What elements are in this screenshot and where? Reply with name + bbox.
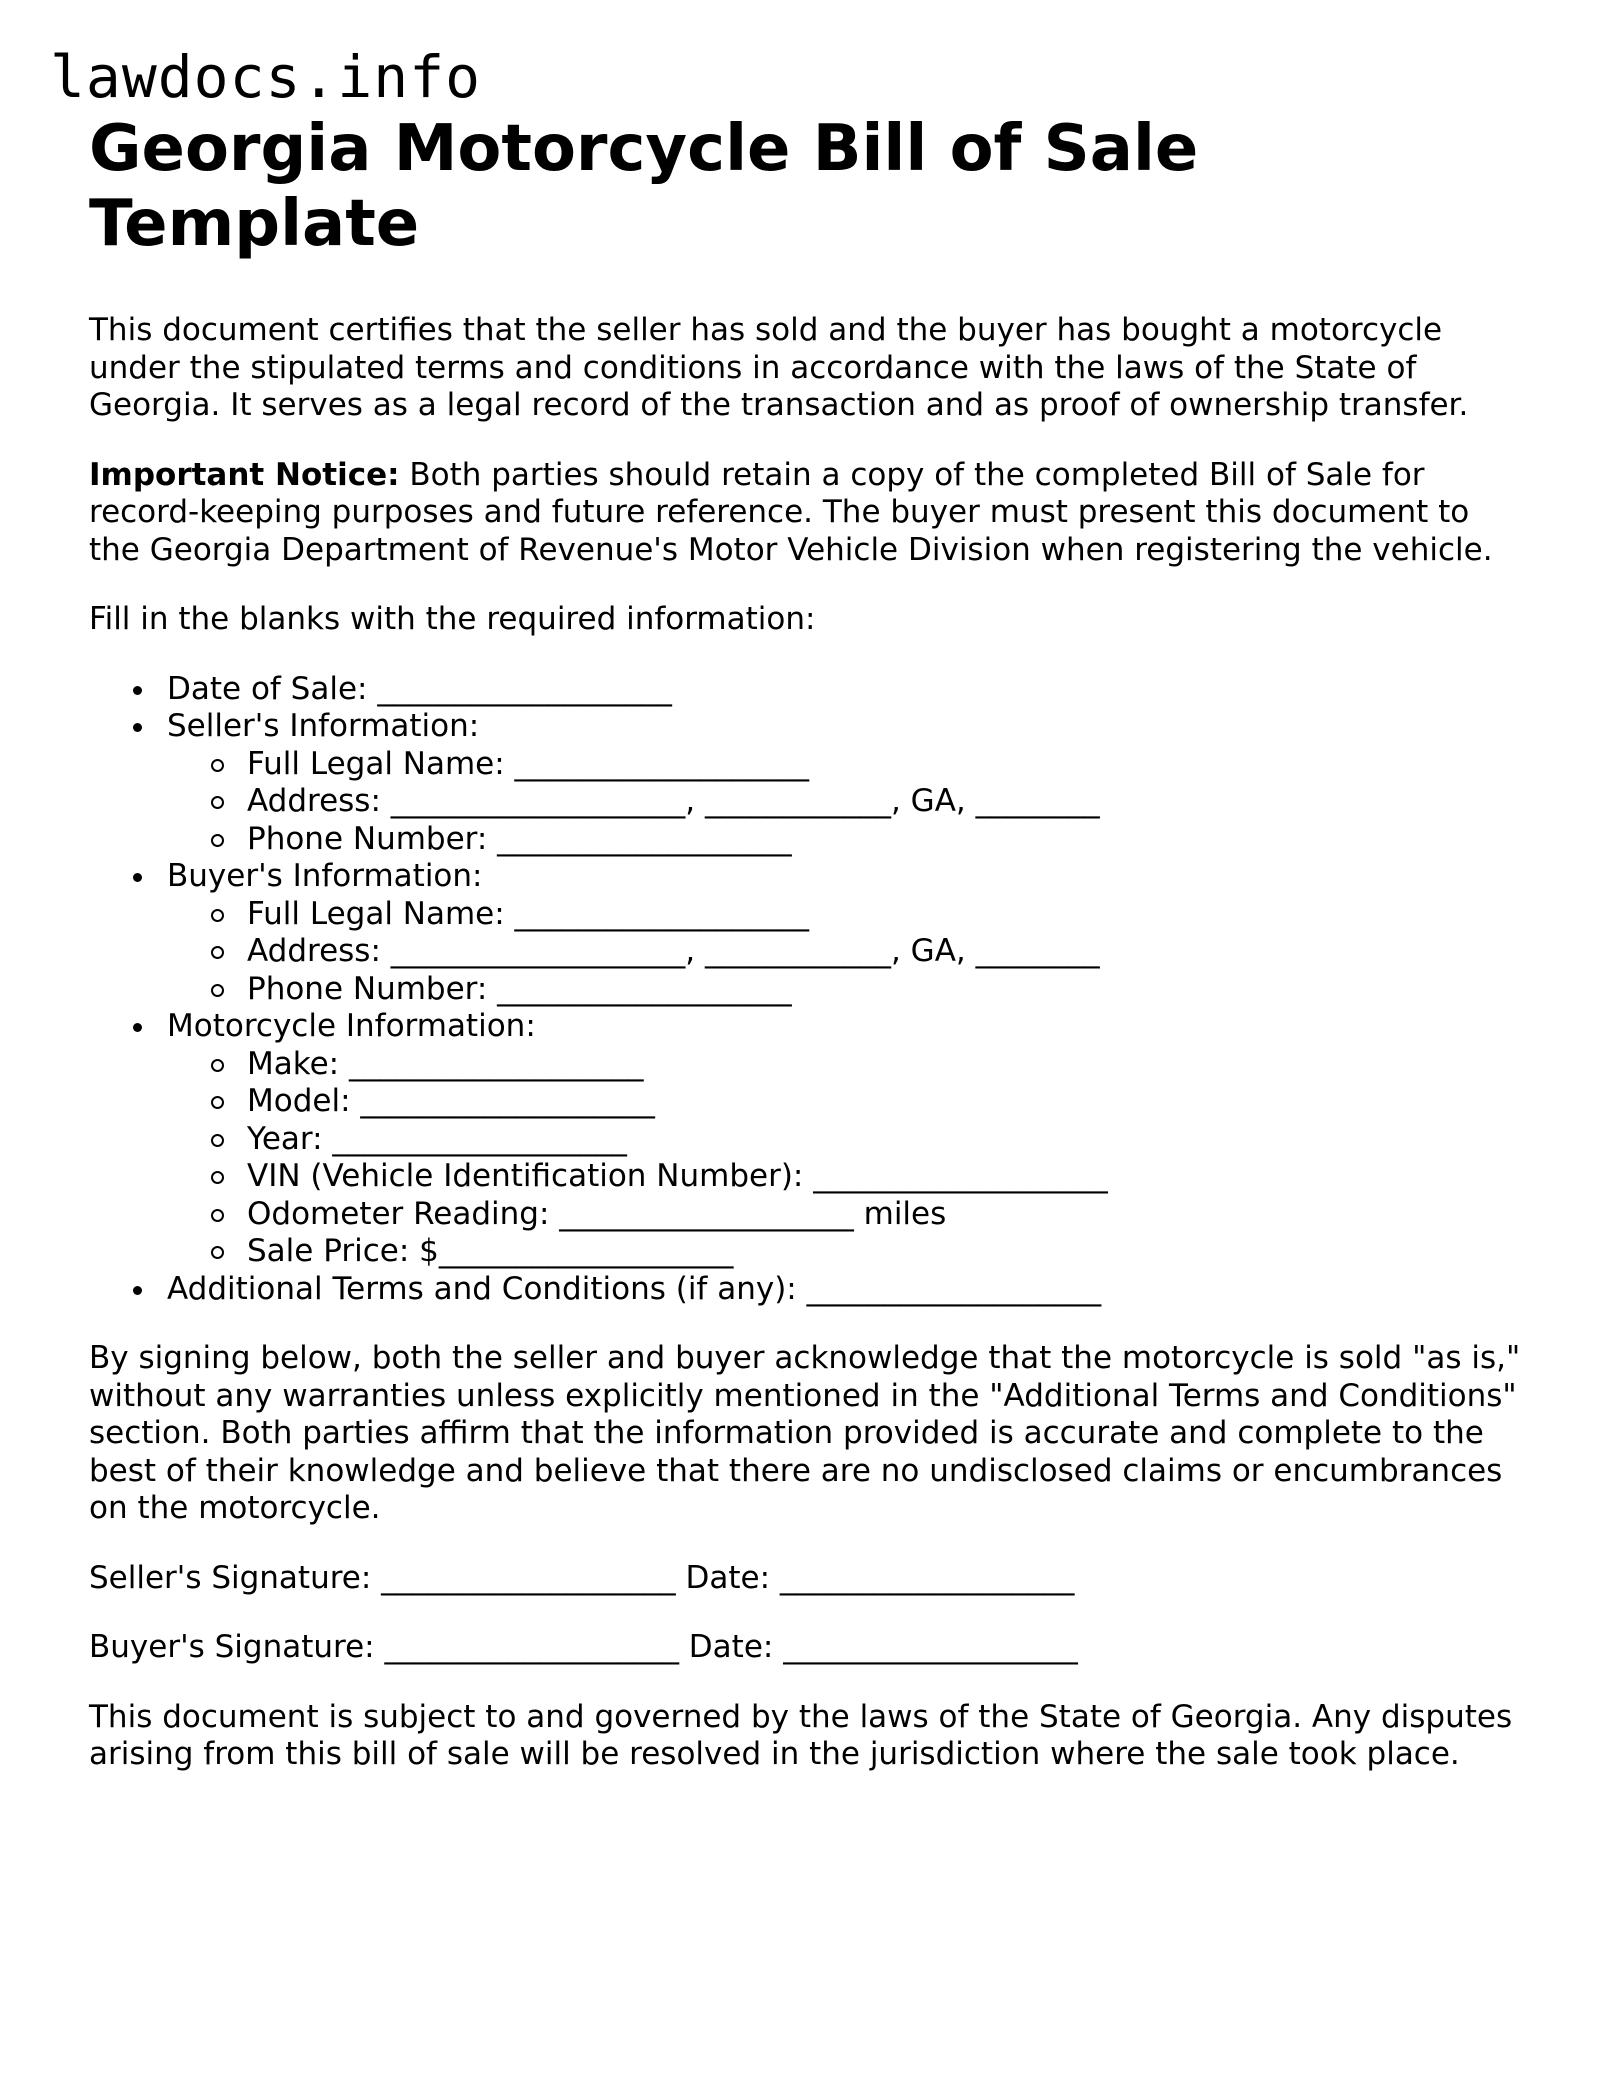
governing-law-paragraph: This document is subject to and governed by the laws of the State of Georgia. Any disputes arising from this bill of sale will be resolved in the jurisdiction where the sale took place. xyxy=(89,1698,1513,1772)
buyer-name-field: Full Legal Name: ___________________ xyxy=(167,896,1529,934)
additional-terms-field: Additional Terms and Conditions (if any): ___________________ xyxy=(89,1271,1529,1309)
motorcycle-fields xyxy=(167,1046,1529,1271)
buyer-phone-field: Phone Number: ___________________ xyxy=(167,971,1529,1009)
document-title: Georgia Motorcycle Bill of Sale Template xyxy=(89,112,1199,261)
make-field: Make: ___________________ xyxy=(167,1046,1529,1084)
motorcycle-information xyxy=(89,1008,1529,1271)
form-fields-list xyxy=(89,671,1529,1309)
vin-field: VIN (Vehicle Identification Number): ___________________ xyxy=(167,1158,1529,1196)
document-body xyxy=(89,112,1529,1774)
sale-price-field: Sale Price: $___________________ xyxy=(167,1233,1529,1271)
year-field: Year: ___________________ xyxy=(167,1121,1529,1159)
buyer-heading: Buyer's Information: xyxy=(167,858,483,894)
buyer-information xyxy=(89,858,1529,1008)
notice-text: Both parties should retain a copy of the completed Bill of Sale for record-keeping purposes and future reference. The buyer must present this document to the Georgia Department of Revenue's Motor Vehicle Division when registering the vehicle. xyxy=(89,456,1493,568)
date-of-sale-field: Date of Sale: ___________________ xyxy=(89,671,1529,709)
seller-fields xyxy=(167,746,1529,859)
site-watermark: lawdocs.info xyxy=(50,43,482,111)
seller-name-field: Full Legal Name: ___________________ xyxy=(167,746,1529,784)
buyer-address-field: Address: ___________________, ____________, GA, ________ xyxy=(167,933,1529,971)
odometer-field: Odometer Reading: ___________________ miles xyxy=(167,1196,1529,1234)
buyer-signature-line: Buyer's Signature: ___________________ Date: ___________________ xyxy=(89,1629,1078,1665)
fill-instructions: Fill in the blanks with the required information: xyxy=(89,601,816,637)
notice-label: Important Notice: xyxy=(89,456,400,493)
motorcycle-heading: Motorcycle Information: xyxy=(167,1008,536,1044)
buyer-fields xyxy=(167,896,1529,1009)
seller-signature-line: Seller's Signature: ___________________ Date: ___________________ xyxy=(89,1559,1075,1596)
seller-address-field: Address: ___________________, ____________, GA, ________ xyxy=(167,783,1529,821)
seller-information xyxy=(89,708,1529,858)
seller-heading: Seller's Information: xyxy=(167,708,480,744)
seller-phone-field: Phone Number: ___________________ xyxy=(167,821,1529,859)
intro-paragraph: This document certifies that the seller has sold and the buyer has bought a motorcycle under the stipulated terms and conditions in accordance with the laws of the State of Georgia. It serves as a legal record of the transaction and as proof of ownership transfer. xyxy=(89,312,1469,423)
model-field: Model: ___________________ xyxy=(167,1083,1529,1121)
important-notice xyxy=(89,457,1529,570)
acknowledgement-paragraph: By signing below, both the seller and buyer acknowledge that the motorcycle is sold "as is," without any warranties unless explicitly mentioned in the "Additional Terms and Conditions" section. Both parties affirm that the information provided is accurate and complete to the best of their knowledge and believe that there are no undisclosed claims or encumbrances on the motorcycle. xyxy=(89,1340,1521,1526)
